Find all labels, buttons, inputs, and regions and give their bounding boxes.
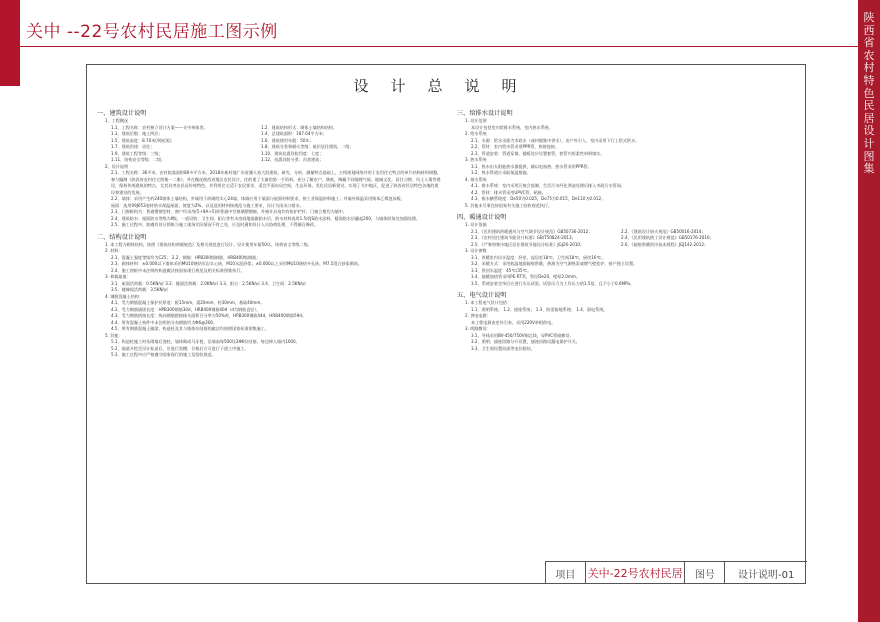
spec-subheading: 1. 设计范围 bbox=[465, 118, 487, 123]
spec-subheading: 3. 热水系统 bbox=[465, 157, 487, 162]
spec-line: 4.5、所有钢筋混凝土圈梁、构造柱及其与墙体拉结筋的做法均按照国家标准图集施工。 bbox=[111, 326, 269, 331]
title-block bbox=[545, 561, 807, 584]
spec-line: 2.2、管材：室内给水管采用PPR管，热熔连接。 bbox=[471, 144, 559, 149]
spec-line: 4.4、所有混凝土构件中未注明的分布钢筋均为Φ6@200。 bbox=[111, 319, 218, 325]
left-column bbox=[97, 105, 442, 359]
spec-line: 3.3、供回水温度：45℃/35℃。 bbox=[471, 267, 532, 273]
spec-line: 2.4、施工图纸中未注明的构造做法按国家现行规范及相关标准图集执行。 bbox=[111, 267, 245, 273]
spec-line: 2.1、混凝土强度等级均为C25； 2.2、钢筋：HPB300级钢筋，HRB400级钢筋； bbox=[111, 254, 261, 260]
spec-line: 4.2、管材：排水管采用UPVC管，粘接。 bbox=[471, 189, 546, 195]
section-heading: 一、建筑设计说明 bbox=[97, 110, 147, 117]
page-title: 关中 --22号农村民居施工图示例 bbox=[26, 22, 278, 42]
spec-subheading: 1. 本工程电气设计包括： bbox=[465, 300, 512, 305]
spec-subheading: 4. 钢筋混凝土结构： bbox=[105, 293, 143, 299]
spec-line: 2.3、门窗框料为：普通塑钢型材，窗户均采用(5+9A+5)厚普通中空玻璃塑钢窗，外窗开启扇均有防护栏杆，门窗立樘均为墙中。 bbox=[111, 209, 347, 214]
spec-line-right: 1.10、建筑抗震设防烈度：七度； bbox=[261, 150, 324, 156]
spec-line-right: 1.8、建筑分类和耐火等级：低层居住建筑，二级； bbox=[261, 144, 354, 149]
title-block-item-label: 项目 bbox=[546, 562, 586, 584]
title-block-drawing-label: 图号 bbox=[685, 562, 725, 584]
spec-subheading: 1、工程概况 bbox=[105, 118, 129, 123]
spec-line-right: 2.4、《民用建筑热工设计规范》GB50176-2016； bbox=[621, 235, 714, 240]
title-block-drawing-number: 设计说明-01 bbox=[737, 569, 795, 581]
section-heading: 二、结构设计说明 bbox=[97, 233, 147, 241]
spec-line: 2.5、施工过程中，如遇有设计图纸与施工现场实际情况不符之处，应及时通知设计人员协商处理，不得擅自修改。 bbox=[111, 222, 319, 227]
spec-line: 2.1、水源：给水水源为市政水（或村镇集中供水），由户外引入，室内采用下行上给式供水。 bbox=[471, 137, 640, 143]
side-band bbox=[858, 0, 880, 622]
spec-line: 本工程电源由室外引来，采用220V单相供电。 bbox=[471, 319, 556, 325]
spec-line-left: 1.9、建筑工程等级：三级； bbox=[111, 150, 163, 156]
spec-line-left: 1.7、建筑用途：居住； bbox=[111, 144, 155, 149]
spec-line-left: 1.11、结构安全等级：二级； bbox=[111, 157, 166, 162]
spec-subheading: 3. 线路敷设： bbox=[465, 326, 491, 331]
spec-line: 3.1、供暖室内设计温度：卧室、起居室18℃，卫生间18℃，厨房16℃。 bbox=[471, 254, 606, 260]
right-column bbox=[457, 105, 799, 352]
section-heading: 五、电气设计说明 bbox=[457, 292, 507, 299]
spec-line: 5.3、施工过程中应严格遵守国家现行的施工及验收规范。 bbox=[111, 352, 216, 357]
spec-line-left: 2.5、《严寒和寒冷地区居住建筑节能设计标准》JGJ26-2010； bbox=[471, 241, 585, 247]
spec-subheading: 2、设计说明 bbox=[105, 163, 129, 169]
spec-line: 4.3、排水横管坡度：De50为0.025，De75为0.015，De110为0.012。 bbox=[471, 196, 606, 201]
spec-line: 3.2、热水管道应采取保温措施。 bbox=[471, 170, 531, 175]
spec-line: 3.4、地暖加热管采用PE-RT管，管径De20，壁厚2.0mm。 bbox=[471, 274, 580, 279]
spec-paragraph: 2.4、建筑防水：屋面防水等级为Ⅱ级，一道设防；卫生间、阳台等有水房间地面做防水层，防水材料选用1.5厚JS防水涂料，楼面防水层翻起200，与墙体阴角处加强处理。 bbox=[111, 215, 421, 221]
spec-paragraph: 2.2、墙体：采用产生的240墙体土墙结构，外墙用于砖砌的实心24墙，体墙应用于墙面与屋面材料要求，按工业保温材料施工；外墙外保温采用聚苯乙烯泡沫板。 bbox=[111, 196, 405, 201]
drawing-sheet bbox=[86, 64, 806, 584]
spec-subheading: 1. 本工程为砌体结构，按照《建筑结构荷载规范》及相关规范进行设计。设计使用年限50年，结构安全等级二级。 bbox=[105, 241, 312, 247]
spec-line: 3.1、屋面活荷载：0.5KN/㎡ 3.2、楼面活荷载：2.0KN/㎡ 3.3、阳台：2.5KN/㎡ 3.4、卫生间：2.5KN/㎡ bbox=[111, 280, 307, 286]
header-divider bbox=[20, 46, 880, 47]
spec-line: 本设计包括室内给排水系统，室内热水系统。 bbox=[471, 124, 553, 130]
spec-subheading: 4. 排水系统 bbox=[465, 176, 487, 182]
spec-line: 4.1、受力钢筋混凝土保护层厚度：板15mm，梁20mm，柱30mm，基础40mm。 bbox=[111, 300, 265, 305]
spec-line: 3.2、采暖方式：采用低温地面辐射供暖，热源为空气源热泵或燃气壁挂炉，按户独立设置。 bbox=[471, 261, 638, 266]
spec-subheading: 3. 设计参数 bbox=[465, 248, 487, 253]
spec-line: 3.1、导线采用BV-450/750V铜芯线，穿PVC管暗敷设。 bbox=[471, 332, 574, 338]
side-band-label: 陕西省农村特色民居设计图集 bbox=[863, 11, 875, 176]
spec-line-left: 2.3、《农村居住建筑节能设计标准》GB/T50824-2013； bbox=[471, 235, 576, 240]
spec-subheading: 5. 其他： bbox=[105, 332, 123, 338]
spec-line: 3.3、卫生间设置局部等电位联结。 bbox=[471, 345, 535, 351]
left-accent-bar bbox=[0, 0, 20, 86]
spec-paragraph: 2.1、工程名称：36平米。农村院落面积80多平方米，2018年新村地广东省潮人家大院建筑，研究，分析，测量特点基础上，主线规划网络并用于农用住宅特点的单片结构材料调整，参与编制《陕西省农村住宅图集一二册》，并在概况陕西省地区农民设计，住的重了大量的第一手资料，充分了解农户，降低，陶藏不同地理气候，地域文化，居住习惯，风土人情等建设，保持传统建筑的特点，尤其具突出民居传统特色，并利用住宅适于农民要求，适宜平面布局空间，生态环保，美化民居新建设，实现了关中地区，促进了陕西省民居特色各地的建设和建设的发展。 bbox=[111, 170, 442, 195]
spec-line-left: 2.1、《民用建筑供暖通风与空气调节设计规范》GB50736-2012； bbox=[471, 228, 593, 234]
spec-line-right: 2.2、《建筑设计防火规范》GB50016-2014； bbox=[621, 228, 706, 234]
spec-line: 5.1、构造柱施工时先砌墙后浇柱，墙体砌成马牙槎，沿墙高每500设2Φ6拉结筋，每边伸入墙内1000。 bbox=[111, 339, 300, 344]
spec-subheading: 2. 供电电源： bbox=[465, 313, 491, 318]
spec-line-left: 1.5、建筑高度：8.70米(到屋顶)； bbox=[111, 137, 175, 143]
section-heading: 四、暖通设计说明 bbox=[457, 214, 507, 221]
spec-subheading: 1. 设计依据 bbox=[465, 222, 487, 227]
spec-line: 4.2、受力钢筋锚固长度：HPB300钢筋30d，HRB400钢筋40d（d为钢筋直径）。 bbox=[111, 306, 261, 312]
spec-line: 屋面：选用09J053卷材防水保温屋面，坡度为2%，以及选用材料按规范与施工要求，设计为雨水口排水。 bbox=[111, 202, 304, 208]
spec-line: 5.2、地基开挖至设计标高后，应进行验槽，合格后方可进行下道工序施工。 bbox=[111, 345, 249, 351]
spec-line: 3.5、楼梯间活荷载：3.5KN/㎡ bbox=[111, 287, 168, 292]
spec-line: 3.1、热水由太阳能热水器提供，辅以电加热，热水管采用PPR管。 bbox=[471, 163, 592, 169]
spec-subheading: 2. 给水系统 bbox=[465, 131, 487, 136]
spec-line-right: 1.2、建筑结构形式：砌体土墙结构结构； bbox=[261, 124, 338, 130]
spec-subheading: 3. 荷载取值： bbox=[105, 274, 131, 279]
spec-line-right: 1.4、总建筑面积：187.64平方米； bbox=[261, 131, 327, 136]
sheet-title: 设计总说明 bbox=[353, 77, 539, 95]
spec-line-right: 1.12、抗震设防分类：丙类建筑； bbox=[261, 157, 324, 162]
spec-line-right: 2.6、《辐射供暖供冷技术规程》JGJ142-2012； bbox=[621, 241, 709, 247]
spec-line: 3.5、系统安装完毕后应进行水压试验，试验压力为工作压力的1.5倍，且不小于0.6MPa。 bbox=[471, 280, 634, 286]
title-block-project: 关中-22号农村民居 bbox=[586, 562, 686, 584]
section-heading: 三、给排水设计说明 bbox=[457, 110, 513, 117]
spec-subheading: 2. 材料： bbox=[105, 248, 123, 253]
spec-line: 2.3、管道安装：管道穿墙、楼板处应设置套管，套管内用柔性材料填实。 bbox=[471, 150, 605, 156]
spec-line-left: 1.3、建筑层数：地上两层； bbox=[111, 131, 163, 136]
spec-line-left: 1.1、工程名称：农村独立设计方案——关中单体类； bbox=[111, 124, 208, 130]
spec-line-right: 1.6、建筑使用年限：50年； bbox=[261, 137, 314, 143]
header bbox=[0, 0, 855, 46]
spec-line: 4.1、排水系统：室内采用污废合流制，生活污水经化粪池处理后排入市政污水管网。 bbox=[471, 183, 625, 188]
spec-line: 1.1、照明系统； 1.2、插座系统； 1.3、防雷接地系统； 1.4、弱电系统。 bbox=[471, 306, 608, 312]
spec-subheading: 5. 其他未尽事宜按国家有关施工验收规范执行。 bbox=[465, 202, 553, 208]
spec-line: 4.3、受力钢筋搭接长度：纵向钢筋搭接接头面积百分率为50%时，HPB300钢筋44d，HRB400钢筋59d。 bbox=[111, 313, 306, 318]
spec-line: 2.3、砌体材料：±0.000以下墙体采用MU10烧结页岩实心砖，M10水泥砂浆；±0.000以上采用MU10烧结多孔砖，M7.5混合砂浆砌筑。 bbox=[111, 261, 363, 266]
spec-line: 3.2、照明、插座回路分开设置，插座回路设漏电保护开关。 bbox=[471, 339, 580, 344]
